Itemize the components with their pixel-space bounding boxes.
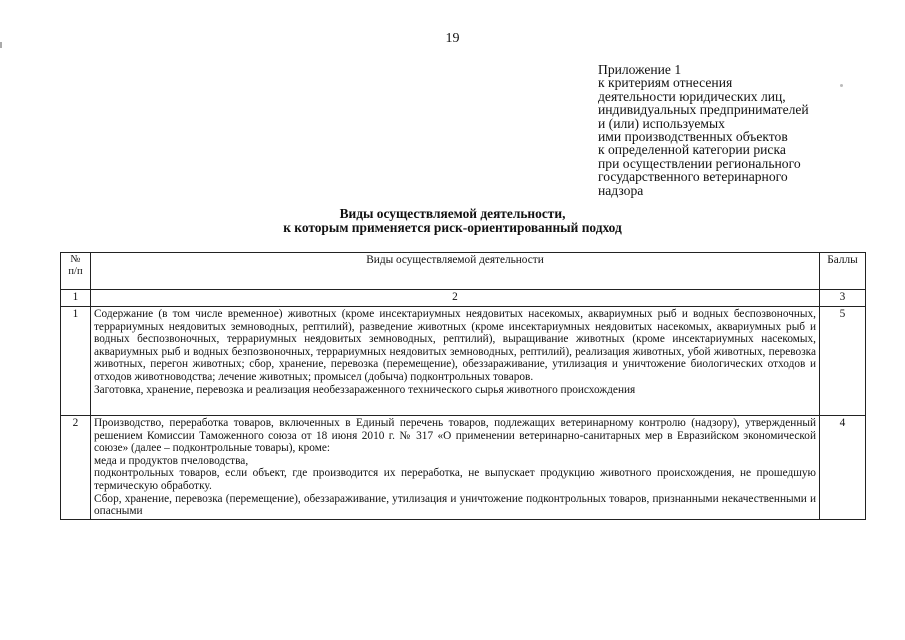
title-line-2: к которым применяется риск-ориентированный подход [283, 220, 622, 235]
header-num-line1: № [70, 254, 81, 265]
document-title [0, 207, 905, 235]
activity-paragraph: Сбор, хранение, перевозка (перемещение), обеззараживание, утилизация и уничтожение подконтрольных товаров, признанными некачественными и опасными [94, 492, 816, 518]
row-points-cell: 4 [820, 416, 866, 520]
header-num-line2: п/п [68, 266, 83, 277]
appendix-line: индивидуальных предпринимателей [598, 102, 809, 118]
column-number-cell: 2 [91, 290, 820, 307]
header-points-cell: Баллы [820, 253, 866, 290]
row-activity-cell [91, 307, 820, 416]
appendix-line: к критериям отнесения [598, 75, 733, 91]
activities-table [60, 252, 866, 520]
activity-paragraph: Содержание (в том числе временное) животных (кроме инсектариумных неядовитых насекомых, аквариумных рыб и водных беспозвоночных, террариумных неядовитых земноводных, рептилий), разведение животных (кроме инсектариумных неядовитых насекомых, аквариумных рыб и водных беспозвоночных, террариумных неядовитых земноводных, рептилий), выращивание животных (кроме инсектариумных насекомых, аквариумных рыб и водных безпозвоночных, террариумных неядовитых земноводных, рептилий), реализация животных, убой животных, перевозка животных, перегон животных; сбор, хранение, перевозка (перемещение), обеззараживание, утилизация и уничтожение биологических отходов и отходов животноводства; лечение животных; промысел (добыча) подконтрольных товаров. [94, 308, 816, 383]
title-line-1: Виды осуществляемой деятельности, [339, 206, 566, 221]
activity-paragraph: подконтрольных товаров, если объект, где производится их переработка, не выпускает продукцию животного происхождения, не прошедшую термическую обработку. [94, 467, 816, 492]
table-row [61, 307, 866, 416]
table-row [61, 416, 866, 520]
appendix-line: ими производственных объектов [598, 129, 788, 145]
column-number-row [61, 290, 866, 307]
appendix-line: надзора [598, 182, 644, 198]
column-number-cell: 1 [61, 290, 91, 307]
appendix-line: Приложение 1 [598, 62, 682, 77]
row-number-cell: 1 [61, 307, 91, 416]
appendix-line: государственного ветеринарного [598, 169, 788, 185]
column-number-cell: 3 [820, 290, 866, 307]
appendix-line: деятельности юридических лиц, [598, 88, 786, 104]
row-activity-cell [91, 416, 820, 520]
header-activity-cell: Виды осуществляемой деятельности [91, 253, 820, 290]
appendix-line: при осуществлении регионального [598, 155, 801, 171]
scan-dust-mark [840, 84, 843, 87]
row-points-cell: 5 [820, 307, 866, 416]
activity-paragraph: Производство, переработка товаров, включенных в Единый перечень товаров, подлежащих ветеринарному контролю (надзору), утвержденный решением Комиссии Таможенного союза от 18 июня 2010 г. № 317 «О применении ветеринарно-санитарных мер в Евразийском экономической союзе» (далее – подконтрольные товары), кроме: [94, 417, 816, 455]
activity-paragraph: Заготовка, хранение, перевозка и реализация необеззараженного технического сырья животного происхождения [94, 383, 636, 396]
appendix-header [598, 63, 809, 197]
appendix-line: и (или) используемых [598, 115, 725, 131]
header-num-cell [61, 253, 91, 290]
page-number: 19 [445, 31, 460, 46]
activity-paragraph: меда и продуктов пчеловодства, [94, 454, 249, 467]
appendix-line: к определенной категории риска [598, 142, 786, 158]
table-header-row [61, 253, 866, 290]
row-number-cell: 2 [61, 416, 91, 520]
